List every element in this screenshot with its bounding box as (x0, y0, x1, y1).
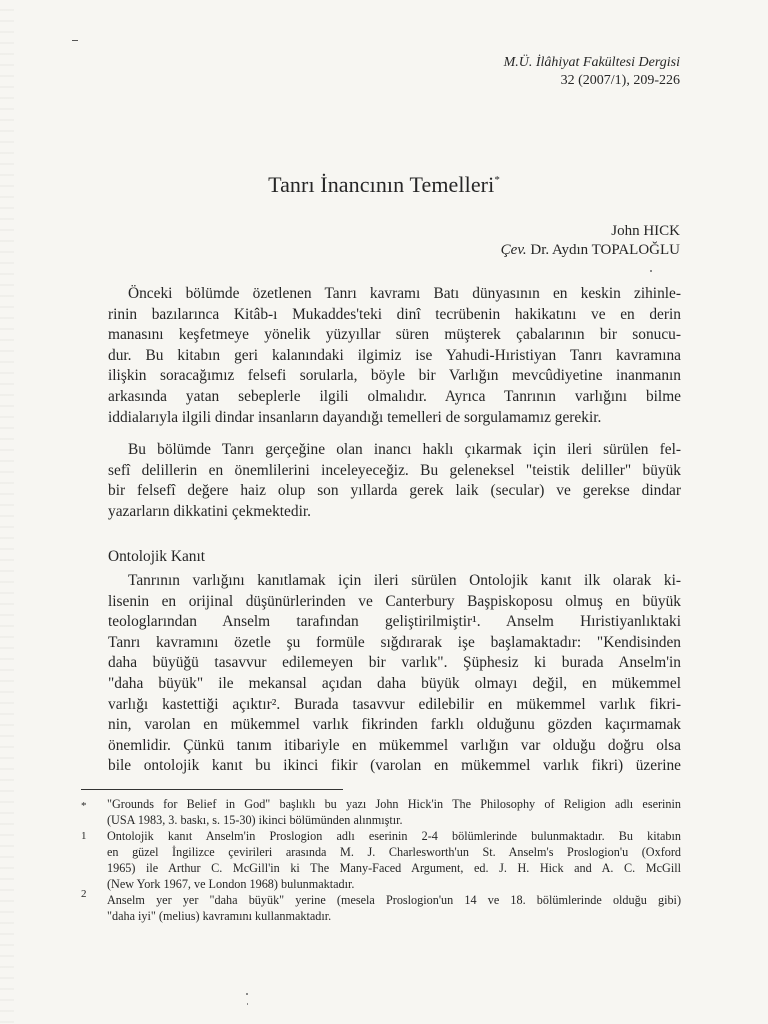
paragraph-3 (108, 571, 681, 777)
paragraph-line: manasını keşfetmeye yönelik yüzyıllar süren müşterek çabalarının bir sonucu- (108, 326, 681, 344)
article-title (0, 172, 768, 198)
paragraph-line: Önceki bölümde özetlenen Tanrı kavramı Batı dünyasının en keskin zihinle- (128, 285, 681, 302)
paragraph-line: varlığı kastettiği açıktır². Burada tasavvur edilebilir en mükemmel varlık fikri- (108, 695, 681, 713)
paragraph-2 (108, 440, 681, 522)
paragraph-line: dur. Bu kitabın geri kalanındaki ilgimiz ise Yahudi-Hıristiyan Tanrı kavramına (108, 346, 681, 364)
paragraph-line: arkasında yatan sebeplerle ilgili olmalıdır. Ayrıca Tanrının varlığını bilme (108, 387, 681, 405)
author-block (501, 222, 680, 260)
footnote-mark: 1 (81, 830, 87, 842)
footnote-text (107, 828, 681, 892)
scan-mark (72, 40, 78, 41)
paragraph-line: Tanrı kavramını özetle şu formüle sığdırarak işe başlamaktadır: "Kendisinden (108, 633, 681, 651)
footnote-line: Anselm yer yer "daha büyük" yerine (mesela Proslogion'un 14 ve 18. bölümlerinde olduğu gibi) (107, 893, 681, 907)
footnote-line: Ontolojik kanıt Anselm'in Proslogion adlı eserinin 2-4 bölümlerinde bulunmaktadır. Bu kitabın (107, 829, 681, 843)
paragraph-line: teologlarından Anselm tarafından geliştirilmiştir¹. Anselm Hıristiyanlıktaki (108, 613, 681, 631)
footnote-line: "Grounds for Belief in God" başlıklı bu yazı John Hick'in The Philosophy of Religion adlı eserinin (107, 797, 681, 811)
footnote-text (107, 796, 681, 828)
paragraph-line: lisenin en orijinal düşünürlerinden ve Canterbury Başpiskoposu olmuş en büyük (108, 592, 681, 610)
footnote-line: 1965) ile Arthur C. McGill'in ki The Many-Faced Argument, ed. J. H. Hick and A. C. McGill (107, 861, 681, 875)
paragraph-line: önemlidir. Çünkü tanım itibariyle en mükemmel varlığın var olduğu doğru olsa (108, 736, 681, 754)
footnote-mark: 2 (81, 888, 87, 900)
article-title-text: Tanrı İnancının Temelleri (268, 172, 495, 197)
scan-edge (0, 0, 14, 1024)
paragraph-line: bir felsefî değere haiz olup son yıllarda gerek laik (secular) ve gerekse dindar (108, 482, 681, 500)
title-footnote-marker: * (494, 174, 500, 186)
paragraph-line: bile ontolojik kanıt bu ikinci fikir (varolan en mükemmel varlık fikri) üzerine (108, 757, 681, 775)
journal-name: M.Ü. İlâhiyat Fakültesi Dergisi (503, 55, 680, 70)
footnote-divider (81, 789, 343, 790)
paragraph-line: Tanrının varlığını kanıtlamak için ileri sürülen Ontolojik kanıt ilk olarak ki- (128, 572, 681, 589)
paragraph-line: sefî delillerin en önemlilerini inceleyeceğiz. Bu geleneksel "teistik deliller" büyük (108, 461, 681, 479)
paragraph-line: daha büyüğü tasavvur edilemeyen bir varlık". Şüphesiz ki burada Anselm'in (108, 654, 681, 672)
paragraph-line: ilişkin soracağımız felsefi sorularla, böyle bir Varlığın mevcûdiyetine inanmanın (108, 367, 681, 385)
translator-line (501, 241, 680, 260)
paragraph-line: "daha büyük" ile mekansal açıdan daha büyük olmayı değil, en mükemmel (108, 674, 681, 692)
footnote-line: en güzel İngilizce çevirileri arasında M. J. Charlesworth'un St. Anselm's Proslogion'u (Oxford (107, 845, 681, 859)
scan-speck (247, 1003, 248, 1005)
paragraph-1 (108, 284, 681, 428)
scan-speck (246, 993, 248, 995)
paragraph-line: rinin bazılarınca Kitâb-ı Mukaddes'teki dinî tecrübenin hakikatını ve en derin (108, 305, 681, 323)
paragraph-line: yazarların dikkatini çekmektedir. (108, 502, 311, 520)
footnote-text (107, 892, 681, 924)
scan-speck (650, 270, 652, 272)
footnote-line: "daha iyi" (melius) kavramını kullanmaktadır. (107, 909, 332, 923)
paragraph-line: nin, varolan en mükemmel varlık fikrinden farklı olduğunu gözden kaçırmamak (108, 716, 681, 734)
journal-header (504, 54, 680, 90)
footnote-mark: * (81, 800, 87, 812)
footnote-line: (New York 1967, ve London 1968) bulunmaktadır. (107, 877, 355, 891)
paragraph-line: Bu bölümde Tanrı gerçeğine olan inancı haklı çıkarmak için ileri sürülen fel- (128, 441, 681, 458)
journal-issue: 32 (2007/1), 209-226 (560, 73, 680, 88)
translator-prefix: Çev. (500, 242, 527, 258)
author-name: John HICK (611, 223, 680, 239)
footnote-line: (USA 1983, 3. baskı, s. 15-30) ikinci bölümünden alınmıştır. (107, 813, 403, 827)
paragraph-line: iddialarıyla ilgili dindar insanların dayandığı temelleri de sorgulamamız gerekir. (108, 408, 602, 426)
translator-name: Dr. Aydın TOPALOĞLU (530, 242, 680, 258)
section-heading: Ontolojik Kanıt (108, 548, 206, 565)
